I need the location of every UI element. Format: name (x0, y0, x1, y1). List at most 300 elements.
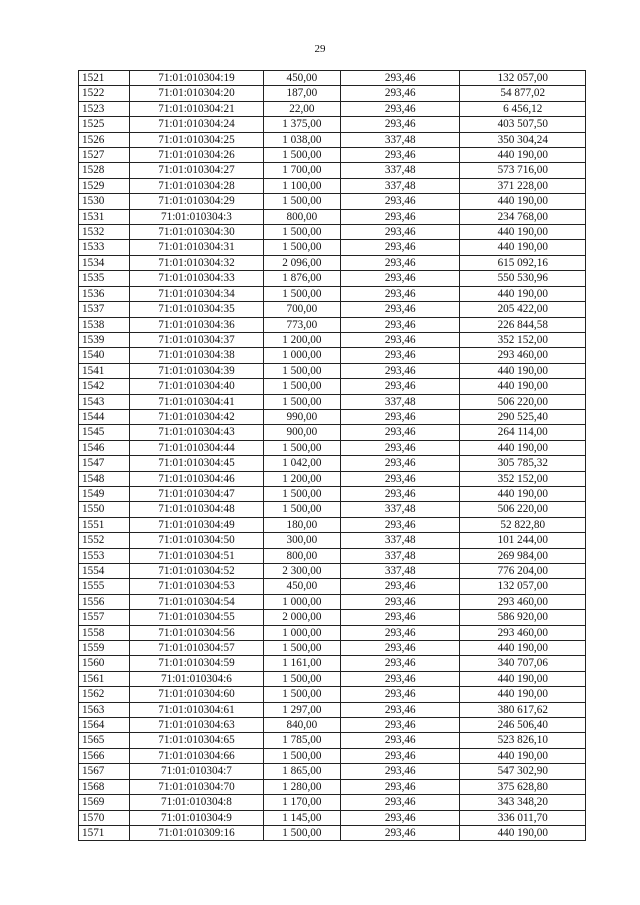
cadastral-value-cell: 615 092,16 (460, 255, 586, 270)
cadastral-number-cell: 71:01:010304:25 (130, 132, 264, 147)
table-row (79, 641, 586, 656)
row-number-cell: 1529 (79, 178, 130, 193)
rate-cell: 337,48 (341, 564, 460, 579)
cadastral-number-cell: 71:01:010304:28 (130, 178, 264, 193)
table-row (79, 656, 586, 671)
rate-cell: 293,46 (341, 240, 460, 255)
area-cell: 1 161,00 (263, 656, 340, 671)
area-cell: 300,00 (263, 533, 340, 548)
cadastral-value-cell: 293 460,00 (460, 625, 586, 640)
rate-cell: 293,46 (341, 71, 460, 86)
cadastral-number-cell: 71:01:010304:61 (130, 702, 264, 717)
cadastral-value-cell: 506 220,00 (460, 394, 586, 409)
rate-cell: 293,46 (341, 671, 460, 686)
area-cell: 2 096,00 (263, 255, 340, 270)
row-number-cell: 1525 (79, 117, 130, 132)
cadastral-number-cell: 71:01:010304:70 (130, 779, 264, 794)
area-cell: 1 200,00 (263, 332, 340, 347)
row-number-cell: 1566 (79, 748, 130, 763)
area-cell: 2 000,00 (263, 610, 340, 625)
cadastral-number-cell: 71:01:010304:49 (130, 517, 264, 532)
rate-cell: 337,48 (341, 394, 460, 409)
area-cell: 1 876,00 (263, 271, 340, 286)
area-cell: 773,00 (263, 317, 340, 332)
rate-cell: 293,46 (341, 148, 460, 163)
rate-cell: 293,46 (341, 317, 460, 332)
cadastral-number-cell: 71:01:010304:24 (130, 117, 264, 132)
area-cell: 1 785,00 (263, 733, 340, 748)
cadastral-number-cell: 71:01:010304:65 (130, 733, 264, 748)
cadastral-value-cell: 269 984,00 (460, 548, 586, 563)
cadastral-value-cell: 52 822,80 (460, 517, 586, 532)
cadastral-number-cell: 71:01:010304:57 (130, 641, 264, 656)
cadastral-value-cell: 547 302,90 (460, 764, 586, 779)
rate-cell: 337,48 (341, 502, 460, 517)
area-cell: 1 500,00 (263, 240, 340, 255)
cadastral-value-cell: 293 460,00 (460, 594, 586, 609)
table-row (79, 456, 586, 471)
cadastral-value-cell: 54 877,02 (460, 86, 586, 101)
rate-cell: 293,46 (341, 225, 460, 240)
row-number-cell: 1539 (79, 332, 130, 347)
table-row (79, 225, 586, 240)
cadastral-number-cell: 71:01:010304:34 (130, 286, 264, 301)
cadastral-value-cell: 440 190,00 (460, 240, 586, 255)
rate-cell: 337,48 (341, 178, 460, 193)
table-row (79, 71, 586, 86)
cadastral-value-cell: 440 190,00 (460, 671, 586, 686)
table-row (79, 379, 586, 394)
cadastral-value-cell: 440 190,00 (460, 225, 586, 240)
table-row (79, 779, 586, 794)
cadastral-number-cell: 71:01:010304:55 (130, 610, 264, 625)
table-row (79, 594, 586, 609)
table-row (79, 148, 586, 163)
rate-cell: 293,46 (341, 656, 460, 671)
rate-cell: 293,46 (341, 286, 460, 301)
table-row (79, 764, 586, 779)
cadastral-number-cell: 71:01:010304:8 (130, 795, 264, 810)
rate-cell: 293,46 (341, 687, 460, 702)
cadastral-value-cell: 293 460,00 (460, 348, 586, 363)
area-cell: 840,00 (263, 718, 340, 733)
table-row (79, 178, 586, 193)
area-cell: 1 500,00 (263, 225, 340, 240)
row-number-cell: 1540 (79, 348, 130, 363)
row-number-cell: 1559 (79, 641, 130, 656)
rate-cell: 293,46 (341, 779, 460, 794)
table-row (79, 486, 586, 501)
cadastral-number-cell: 71:01:010304:60 (130, 687, 264, 702)
area-cell: 700,00 (263, 302, 340, 317)
rate-cell: 293,46 (341, 332, 460, 347)
cadastral-number-cell: 71:01:010309:16 (130, 825, 264, 840)
area-cell: 1 375,00 (263, 117, 340, 132)
table-row (79, 255, 586, 270)
rate-cell: 293,46 (341, 718, 460, 733)
row-number-cell: 1571 (79, 825, 130, 840)
table-row (79, 101, 586, 116)
cadastral-value-cell: 234 768,00 (460, 209, 586, 224)
cadastral-number-cell: 71:01:010304:35 (130, 302, 264, 317)
cadastral-value-cell: 305 785,32 (460, 456, 586, 471)
cadastral-value-cell: 340 707,06 (460, 656, 586, 671)
cadastral-value-cell: 440 190,00 (460, 641, 586, 656)
rate-cell: 293,46 (341, 409, 460, 424)
cadastral-value-cell: 523 826,10 (460, 733, 586, 748)
rate-cell: 293,46 (341, 194, 460, 209)
row-number-cell: 1527 (79, 148, 130, 163)
table-row (79, 425, 586, 440)
rate-cell: 293,46 (341, 425, 460, 440)
area-cell: 1 700,00 (263, 163, 340, 178)
cadastral-number-cell: 71:01:010304:54 (130, 594, 264, 609)
cadastral-number-cell: 71:01:010304:31 (130, 240, 264, 255)
rate-cell: 337,48 (341, 163, 460, 178)
table-row (79, 533, 586, 548)
cadastral-value-cell: 132 057,00 (460, 579, 586, 594)
area-cell: 990,00 (263, 409, 340, 424)
rate-cell: 293,46 (341, 209, 460, 224)
row-number-cell: 1534 (79, 255, 130, 270)
rate-cell: 337,48 (341, 548, 460, 563)
rate-cell: 293,46 (341, 795, 460, 810)
row-number-cell: 1565 (79, 733, 130, 748)
cadastral-value-cell: 440 190,00 (460, 748, 586, 763)
table-row (79, 194, 586, 209)
area-cell: 1 500,00 (263, 286, 340, 301)
cadastral-number-cell: 71:01:010304:19 (130, 71, 264, 86)
rate-cell: 293,46 (341, 271, 460, 286)
cadastral-value-cell: 440 190,00 (460, 687, 586, 702)
table-row (79, 579, 586, 594)
rate-cell: 293,46 (341, 702, 460, 717)
area-cell: 1 500,00 (263, 486, 340, 501)
area-cell: 1 500,00 (263, 394, 340, 409)
table-row (79, 163, 586, 178)
row-number-cell: 1521 (79, 71, 130, 86)
rate-cell: 293,46 (341, 86, 460, 101)
area-cell: 450,00 (263, 71, 340, 86)
row-number-cell: 1545 (79, 425, 130, 440)
rate-cell: 293,46 (341, 117, 460, 132)
rate-cell: 293,46 (341, 641, 460, 656)
row-number-cell: 1546 (79, 440, 130, 455)
table-row (79, 718, 586, 733)
area-cell: 1 500,00 (263, 194, 340, 209)
cadastral-number-cell: 71:01:010304:47 (130, 486, 264, 501)
cadastral-value-cell: 205 422,00 (460, 302, 586, 317)
table-row (79, 302, 586, 317)
cadastral-value-cell: 440 190,00 (460, 148, 586, 163)
table-row (79, 117, 586, 132)
area-cell: 900,00 (263, 425, 340, 440)
table-row (79, 825, 586, 840)
area-cell: 1 500,00 (263, 671, 340, 686)
cadastral-number-cell: 71:01:010304:50 (130, 533, 264, 548)
cadastral-value-cell: 550 530,96 (460, 271, 586, 286)
cadastral-number-cell: 71:01:010304:26 (130, 148, 264, 163)
table-body (79, 71, 586, 841)
rate-cell: 293,46 (341, 579, 460, 594)
cadastral-value-cell: 440 190,00 (460, 379, 586, 394)
cadastral-number-cell: 71:01:010304:32 (130, 255, 264, 270)
cadastral-value-cell: 440 190,00 (460, 486, 586, 501)
rate-cell: 293,46 (341, 101, 460, 116)
area-cell: 800,00 (263, 209, 340, 224)
area-cell: 1 038,00 (263, 132, 340, 147)
table-row (79, 363, 586, 378)
cadastral-number-cell: 71:01:010304:21 (130, 101, 264, 116)
cadastral-value-cell: 375 628,80 (460, 779, 586, 794)
cadastral-number-cell: 71:01:010304:41 (130, 394, 264, 409)
cadastral-number-cell: 71:01:010304:48 (130, 502, 264, 517)
area-cell: 1 000,00 (263, 594, 340, 609)
row-number-cell: 1552 (79, 533, 130, 548)
cadastral-number-cell: 71:01:010304:53 (130, 579, 264, 594)
cadastral-value-cell: 264 114,00 (460, 425, 586, 440)
cadastral-number-cell: 71:01:010304:38 (130, 348, 264, 363)
area-cell: 1 500,00 (263, 687, 340, 702)
rate-cell: 293,46 (341, 456, 460, 471)
rate-cell: 293,46 (341, 825, 460, 840)
row-number-cell: 1556 (79, 594, 130, 609)
row-number-cell: 1550 (79, 502, 130, 517)
row-number-cell: 1528 (79, 163, 130, 178)
table-row (79, 687, 586, 702)
row-number-cell: 1569 (79, 795, 130, 810)
cadastral-number-cell: 71:01:010304:37 (130, 332, 264, 347)
row-number-cell: 1537 (79, 302, 130, 317)
cadastral-value-cell: 380 617,62 (460, 702, 586, 717)
rate-cell: 293,46 (341, 764, 460, 779)
row-number-cell: 1553 (79, 548, 130, 563)
area-cell: 187,00 (263, 86, 340, 101)
table-row (79, 209, 586, 224)
row-number-cell: 1548 (79, 471, 130, 486)
area-cell: 800,00 (263, 548, 340, 563)
area-cell: 450,00 (263, 579, 340, 594)
cadastral-value-table (78, 70, 586, 841)
rate-cell: 293,46 (341, 363, 460, 378)
cadastral-number-cell: 71:01:010304:42 (130, 409, 264, 424)
area-cell: 1 170,00 (263, 795, 340, 810)
table-row (79, 240, 586, 255)
area-cell: 1 500,00 (263, 440, 340, 455)
rate-cell: 293,46 (341, 348, 460, 363)
table-row (79, 564, 586, 579)
cadastral-value-cell: 350 304,24 (460, 132, 586, 147)
table-row (79, 548, 586, 563)
cadastral-value-cell: 440 190,00 (460, 825, 586, 840)
cadastral-number-cell: 71:01:010304:40 (130, 379, 264, 394)
cadastral-value-cell: 573 716,00 (460, 163, 586, 178)
table-row (79, 702, 586, 717)
area-cell: 22,00 (263, 101, 340, 116)
area-cell: 1 500,00 (263, 363, 340, 378)
area-cell: 1 865,00 (263, 764, 340, 779)
cadastral-number-cell: 71:01:010304:45 (130, 456, 264, 471)
area-cell: 1 200,00 (263, 471, 340, 486)
table-row (79, 440, 586, 455)
row-number-cell: 1558 (79, 625, 130, 640)
area-cell: 1 500,00 (263, 825, 340, 840)
table-row (79, 517, 586, 532)
table-row (79, 317, 586, 332)
table-row (79, 271, 586, 286)
row-number-cell: 1554 (79, 564, 130, 579)
row-number-cell: 1526 (79, 132, 130, 147)
row-number-cell: 1567 (79, 764, 130, 779)
row-number-cell: 1542 (79, 379, 130, 394)
row-number-cell: 1522 (79, 86, 130, 101)
row-number-cell: 1562 (79, 687, 130, 702)
row-number-cell: 1551 (79, 517, 130, 532)
cadastral-value-cell: 246 506,40 (460, 718, 586, 733)
area-cell: 1 280,00 (263, 779, 340, 794)
cadastral-value-cell: 776 204,00 (460, 564, 586, 579)
cadastral-number-cell: 71:01:010304:51 (130, 548, 264, 563)
row-number-cell: 1531 (79, 209, 130, 224)
cadastral-number-cell: 71:01:010304:6 (130, 671, 264, 686)
cadastral-number-cell: 71:01:010304:30 (130, 225, 264, 240)
cadastral-number-cell: 71:01:010304:36 (130, 317, 264, 332)
rate-cell: 293,46 (341, 810, 460, 825)
rate-cell: 293,46 (341, 517, 460, 532)
table-row (79, 132, 586, 147)
table-row (79, 286, 586, 301)
rate-cell: 293,46 (341, 440, 460, 455)
area-cell: 2 300,00 (263, 564, 340, 579)
cadastral-value-cell: 440 190,00 (460, 194, 586, 209)
cadastral-number-cell: 71:01:010304:43 (130, 425, 264, 440)
area-cell: 1 500,00 (263, 502, 340, 517)
table-row (79, 810, 586, 825)
cadastral-value-cell: 440 190,00 (460, 286, 586, 301)
cadastral-value-cell: 343 348,20 (460, 795, 586, 810)
cadastral-number-cell: 71:01:010304:52 (130, 564, 264, 579)
cadastral-number-cell: 71:01:010304:9 (130, 810, 264, 825)
cadastral-value-cell: 440 190,00 (460, 440, 586, 455)
rate-cell: 293,46 (341, 594, 460, 609)
cadastral-number-cell: 71:01:010304:33 (130, 271, 264, 286)
cadastral-number-cell: 71:01:010304:3 (130, 209, 264, 224)
row-number-cell: 1563 (79, 702, 130, 717)
table-row (79, 733, 586, 748)
row-number-cell: 1560 (79, 656, 130, 671)
rate-cell: 293,46 (341, 302, 460, 317)
table-row (79, 409, 586, 424)
row-number-cell: 1523 (79, 101, 130, 116)
row-number-cell: 1541 (79, 363, 130, 378)
area-cell: 1 500,00 (263, 148, 340, 163)
row-number-cell: 1535 (79, 271, 130, 286)
rate-cell: 337,48 (341, 533, 460, 548)
area-cell: 1 145,00 (263, 810, 340, 825)
cadastral-value-cell: 506 220,00 (460, 502, 586, 517)
cadastral-number-cell: 71:01:010304:59 (130, 656, 264, 671)
table-row (79, 502, 586, 517)
rate-cell: 293,46 (341, 255, 460, 270)
cadastral-value-cell: 371 228,00 (460, 178, 586, 193)
cadastral-number-cell: 71:01:010304:20 (130, 86, 264, 101)
area-cell: 1 042,00 (263, 456, 340, 471)
cadastral-value-cell: 132 057,00 (460, 71, 586, 86)
row-number-cell: 1568 (79, 779, 130, 794)
rate-cell: 293,46 (341, 379, 460, 394)
cadastral-value-cell: 336 011,70 (460, 810, 586, 825)
rate-cell: 293,46 (341, 471, 460, 486)
area-cell: 180,00 (263, 517, 340, 532)
cadastral-value-cell: 440 190,00 (460, 363, 586, 378)
row-number-cell: 1544 (79, 409, 130, 424)
table-row (79, 795, 586, 810)
row-number-cell: 1557 (79, 610, 130, 625)
area-cell: 1 297,00 (263, 702, 340, 717)
rate-cell: 337,48 (341, 132, 460, 147)
rate-cell: 293,46 (341, 610, 460, 625)
rate-cell: 293,46 (341, 748, 460, 763)
row-number-cell: 1549 (79, 486, 130, 501)
row-number-cell: 1547 (79, 456, 130, 471)
cadastral-value-cell: 226 844,58 (460, 317, 586, 332)
rate-cell: 293,46 (341, 625, 460, 640)
table-row (79, 332, 586, 347)
table-row (79, 471, 586, 486)
cadastral-value-cell: 403 507,50 (460, 117, 586, 132)
row-number-cell: 1536 (79, 286, 130, 301)
cadastral-value-cell: 6 456,12 (460, 101, 586, 116)
row-number-cell: 1538 (79, 317, 130, 332)
table-row (79, 86, 586, 101)
cadastral-number-cell: 71:01:010304:44 (130, 440, 264, 455)
area-cell: 1 100,00 (263, 178, 340, 193)
area-cell: 1 500,00 (263, 379, 340, 394)
row-number-cell: 1564 (79, 718, 130, 733)
area-cell: 1 500,00 (263, 748, 340, 763)
cadastral-number-cell: 71:01:010304:66 (130, 748, 264, 763)
table-row (79, 671, 586, 686)
table-row (79, 748, 586, 763)
cadastral-value-cell: 101 244,00 (460, 533, 586, 548)
cadastral-number-cell: 71:01:010304:56 (130, 625, 264, 640)
cadastral-value-cell: 352 152,00 (460, 332, 586, 347)
cadastral-value-cell: 352 152,00 (460, 471, 586, 486)
row-number-cell: 1570 (79, 810, 130, 825)
table-row (79, 348, 586, 363)
row-number-cell: 1530 (79, 194, 130, 209)
cadastral-number-cell: 71:01:010304:7 (130, 764, 264, 779)
row-number-cell: 1533 (79, 240, 130, 255)
rate-cell: 293,46 (341, 486, 460, 501)
row-number-cell: 1543 (79, 394, 130, 409)
page-number: 29 (314, 43, 326, 55)
row-number-cell: 1555 (79, 579, 130, 594)
cadastral-number-cell: 71:01:010304:39 (130, 363, 264, 378)
table-row (79, 394, 586, 409)
cadastral-value-cell: 290 525,40 (460, 409, 586, 424)
table-row (79, 610, 586, 625)
cadastral-number-cell: 71:01:010304:29 (130, 194, 264, 209)
row-number-cell: 1561 (79, 671, 130, 686)
area-cell: 1 000,00 (263, 348, 340, 363)
row-number-cell: 1532 (79, 225, 130, 240)
cadastral-number-cell: 71:01:010304:63 (130, 718, 264, 733)
table-row (79, 625, 586, 640)
rate-cell: 293,46 (341, 733, 460, 748)
area-cell: 1 000,00 (263, 625, 340, 640)
cadastral-value-cell: 586 920,00 (460, 610, 586, 625)
